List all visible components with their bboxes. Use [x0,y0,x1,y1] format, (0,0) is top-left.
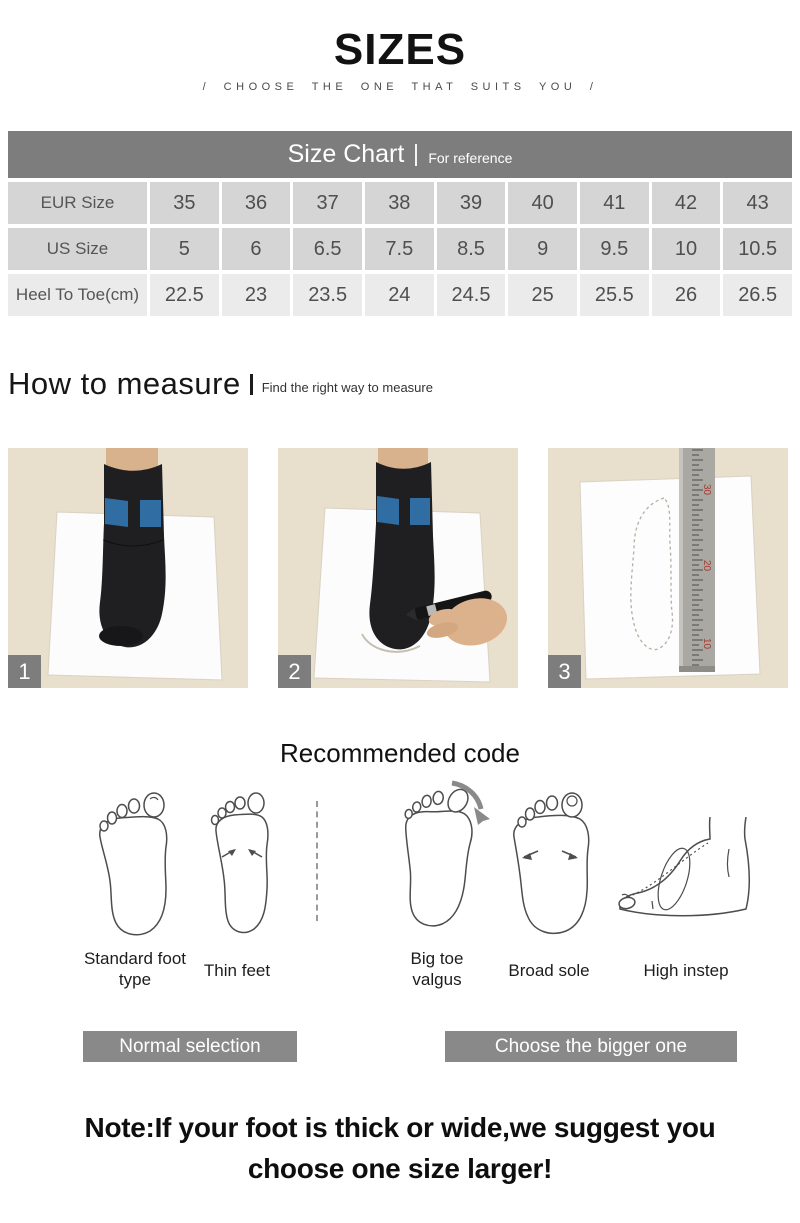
foot-type-label: Broad sole [508,961,590,981]
row-label-eur: EUR Size [8,182,147,224]
table-cell: 37 [293,182,362,224]
step-number-badge: 3 [548,655,581,688]
size-chart [8,131,792,316]
svg-text:10: 10 [701,638,712,650]
table-cell: 23.5 [293,274,362,316]
page-header [0,0,800,93]
page-title: SIZES [333,25,467,74]
table-cell: 25.5 [580,274,649,316]
divider [415,144,417,166]
table-cell: 7.5 [365,228,434,270]
ruler-measuring-illustration [548,448,788,688]
table-cell: 8.5 [437,228,506,270]
how-to-measure-title: How to measure [8,366,241,402]
table-cell: 26 [652,274,721,316]
step-number-badge: 2 [278,655,311,688]
row-label-heel: Heel To Toe(cm) [8,274,147,316]
table-cell: 42 [652,182,721,224]
page-subtitle: / CHOOSE THE ONE THAT SUITS YOU / [202,81,598,94]
size-table [8,182,792,316]
table-cell: 41 [580,182,649,224]
measure-steps [8,448,792,688]
high-instep-icon [612,817,762,927]
table-cell: 22.5 [150,274,219,316]
table-cell: 36 [222,182,291,224]
table-cell: 10 [652,228,721,270]
svg-text:30: 30 [701,484,712,496]
dashed-divider [316,801,318,921]
table-cell: 5 [150,228,219,270]
table-cell: 38 [365,182,434,224]
step-photo-1 [8,448,248,688]
table-cell: 6.5 [293,228,362,270]
selection-bars [0,1031,800,1062]
choose-bigger-bar: Choose the bigger one [445,1031,737,1062]
foot-type-label: Thin feet [203,961,271,981]
table-cell: 26.5 [723,274,792,316]
table-cell: 25 [508,274,577,316]
broad-sole-icon [500,787,598,941]
table-cell: 9 [508,228,577,270]
table-cell: 9.5 [580,228,649,270]
table-cell: 23 [222,274,291,316]
table-cell: 24.5 [437,274,506,316]
thin-foot-icon [202,789,286,941]
row-label-us: US Size [8,228,147,270]
step-photo-3 [548,448,788,688]
size-chart-subtitle: For reference [428,149,513,166]
size-chart-title: Size Chart [287,140,405,169]
table-cell: 40 [508,182,577,224]
table-cell: 6 [222,228,291,270]
foot-type-label: Standard foot type [83,949,187,989]
table-cell: 43 [723,182,792,224]
table-cell: 10.5 [723,228,792,270]
foot-type-diagrams [0,777,800,1009]
foot-on-paper-illustration [8,448,248,688]
step-photo-2 [278,448,518,688]
how-to-measure-subtitle: Find the right way to measure [261,379,433,395]
size-note-line2: choose one size larger! [247,1152,553,1184]
table-cell: 39 [437,182,506,224]
standard-foot-icon [80,789,198,941]
foot-type-label: High instep [643,961,729,981]
svg-text:20: 20 [701,560,712,572]
foot-type-label: Big toe valgus [410,949,464,989]
divider [250,374,253,395]
normal-selection-bar: Normal selection [83,1031,297,1062]
recommended-title: Recommended code [280,738,520,769]
step-number-badge: 1 [8,655,41,688]
size-chart-header [8,131,792,178]
tracing-foot-illustration [278,448,518,688]
how-to-measure-header [8,366,792,402]
table-cell: 24 [365,274,434,316]
size-note [0,1108,800,1189]
size-note-line1: Note:If your foot is thick or wide,we suggest you [84,1112,716,1144]
big-toe-valgus-icon [386,777,498,937]
table-cell: 35 [150,182,219,224]
